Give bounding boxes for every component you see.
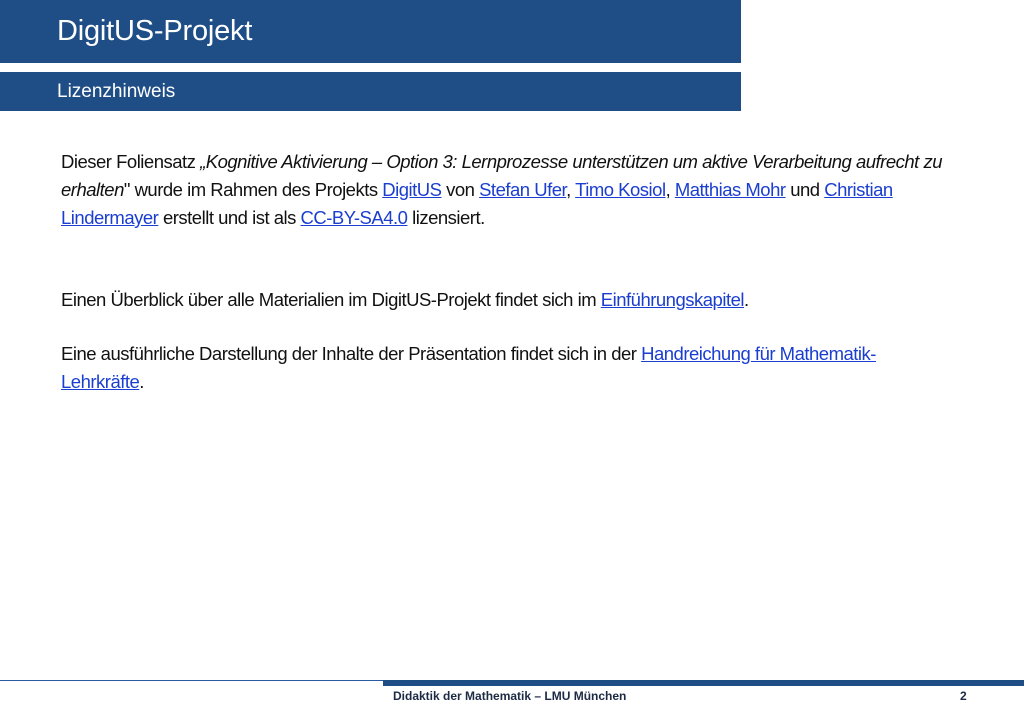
link-license[interactable]: CC-BY-SA4.0 xyxy=(300,207,408,228)
text-segment: , xyxy=(665,179,675,200)
handbook-paragraph xyxy=(61,340,951,396)
link-handbook[interactable]: Handreichung für Mathematik-Lehrkräfte xyxy=(61,343,876,392)
text-segment: " wurde im Rahmen des Projekts xyxy=(123,179,383,200)
link-introduction-chapter[interactable]: Einführungskapitel xyxy=(600,289,744,310)
slide-set-title: „Kognitive Aktivierung – Option 3: Lernprozesse unterstützen um aktive Verarbeitung aufrecht zu erhalten xyxy=(61,151,942,200)
text-segment: lizensiert. xyxy=(407,207,485,228)
slide-content xyxy=(61,148,951,396)
text-segment: Einen Überblick über alle Materialien im DigitUS-Projekt findet sich im xyxy=(61,289,601,310)
link-stefan-ufer[interactable]: Stefan Ufer xyxy=(479,179,567,200)
link-timo-kosiol[interactable]: Timo Kosiol xyxy=(575,179,666,200)
link-digitus[interactable]: DigitUS xyxy=(382,179,442,200)
text-segment: Dieser Foliensatz xyxy=(61,151,201,172)
title-bar xyxy=(0,0,741,63)
section-subtitle: Lizenzhinweis xyxy=(57,81,176,102)
footer-accent-bar xyxy=(383,680,1024,686)
overview-paragraph xyxy=(61,286,951,314)
text-segment: und xyxy=(785,179,825,200)
page-number: 2 xyxy=(960,689,967,703)
text-segment: Eine ausführliche Darstellung der Inhalte der Präsentation findet sich in der xyxy=(61,343,642,364)
link-matthias-mohr[interactable]: Matthias Mohr xyxy=(674,179,786,200)
text-segment: , xyxy=(566,179,576,200)
license-paragraph xyxy=(61,148,951,232)
text-segment: . xyxy=(139,371,144,392)
text-segment: von xyxy=(441,179,480,200)
text-segment: erstellt und ist als xyxy=(158,207,301,228)
page-title: DigitUS-Projekt xyxy=(57,15,253,47)
footer-institution: Didaktik der Mathematik – LMU München xyxy=(393,689,627,703)
text-segment: . xyxy=(744,289,749,310)
subtitle-bar xyxy=(0,72,741,111)
link-christian-lindermayer[interactable]: Christian Lindermayer xyxy=(61,179,893,228)
